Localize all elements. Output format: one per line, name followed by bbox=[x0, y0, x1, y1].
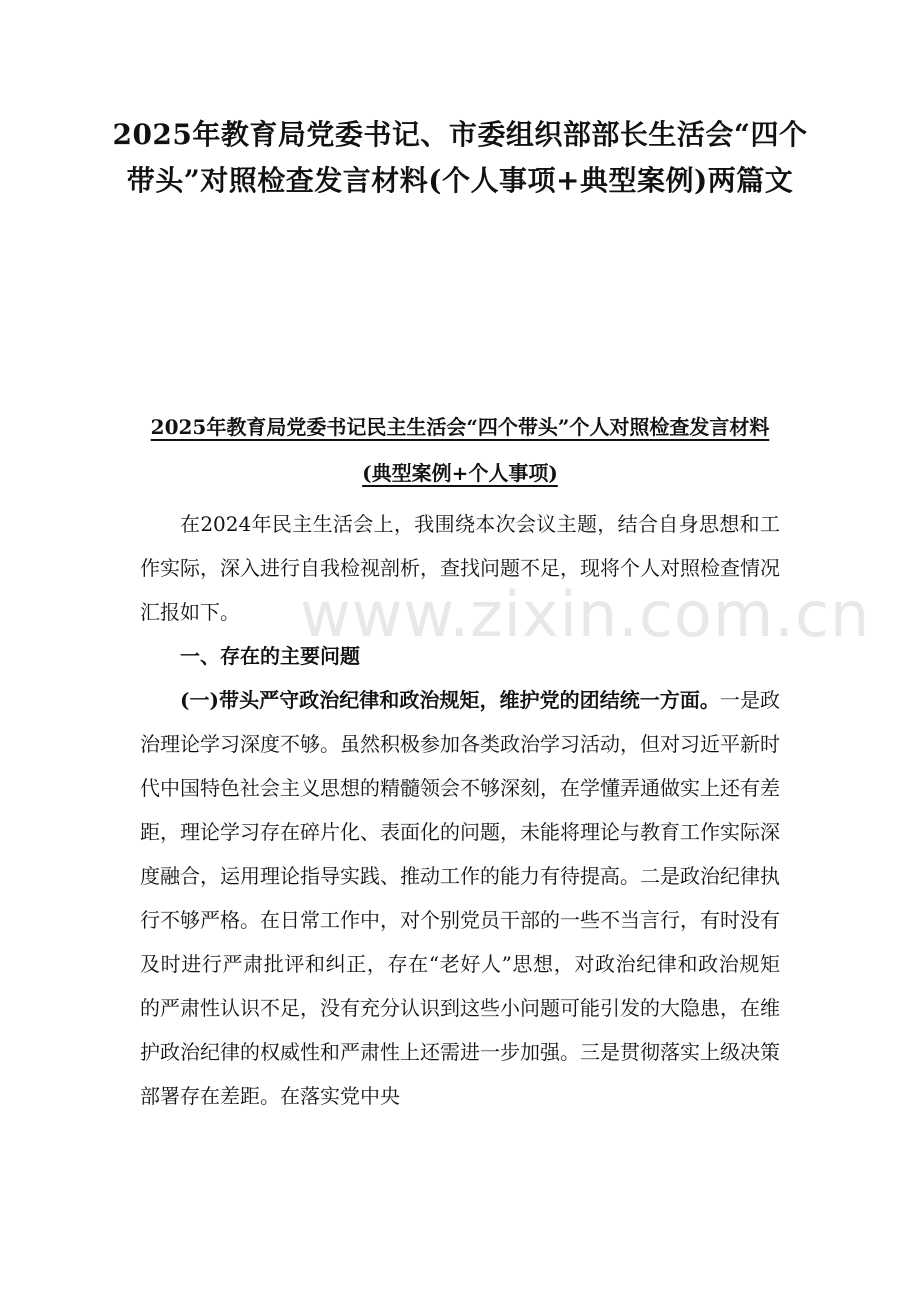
document-title: 2025年教育局党委书记、市委组织部部长生活会“四个带头”对照检查发言材料(个人事项+典型案例)两篇文 bbox=[112, 118, 808, 197]
document-body bbox=[140, 502, 871, 1118]
intro-paragraph: 在2024年民主生活会上，我围绕本次会议主题，结合自身思想和工作实际，深入进行自我检视剖析，查找问题不足，现将个人对照检查情况汇报如下。 bbox=[140, 512, 780, 624]
paragraph-1 bbox=[140, 678, 780, 1118]
section-title: 2025年教育局党委书记民主生活会“四个带头”个人对照检查发言材料(典型案例+个人事项) bbox=[150, 415, 770, 485]
paragraph-1-lead: (一)带头严守政治纪律和政治规矩，维护党的团结统一方面。 bbox=[180, 688, 720, 712]
watermark: www.zixin.com.cn bbox=[300, 578, 871, 651]
heading-main-problems: 一、存在的主要问题 bbox=[180, 644, 360, 668]
paragraph-1-text: 一是政治理论学习深度不够。虽然积极参加各类政治学习活动，但对习近平新时代中国特色社会主义思想的精髓领会不够深刻，在学懂弄通做实上还有差距，理论学习存在碎片化、表面化的问题，未能将理论与教育工作实际深度融合，运用理论指导实践、推动工作的能力有待提高。二是政治纪律执行不够严格。在日常工作中，对个别党员干部的一些不当言行，有时没有及时进行严肃批评和纠正，存在“老好人”思想，对政治纪律和政治规矩的严肃性认识不足，没有充分认识到这些小问题可能引发的大隐患，在维护政治纪律的权威性和严肃性上还需进一步加强。三是贯彻落实上级决策部署存在差距。在落实党中央 bbox=[140, 688, 780, 1108]
